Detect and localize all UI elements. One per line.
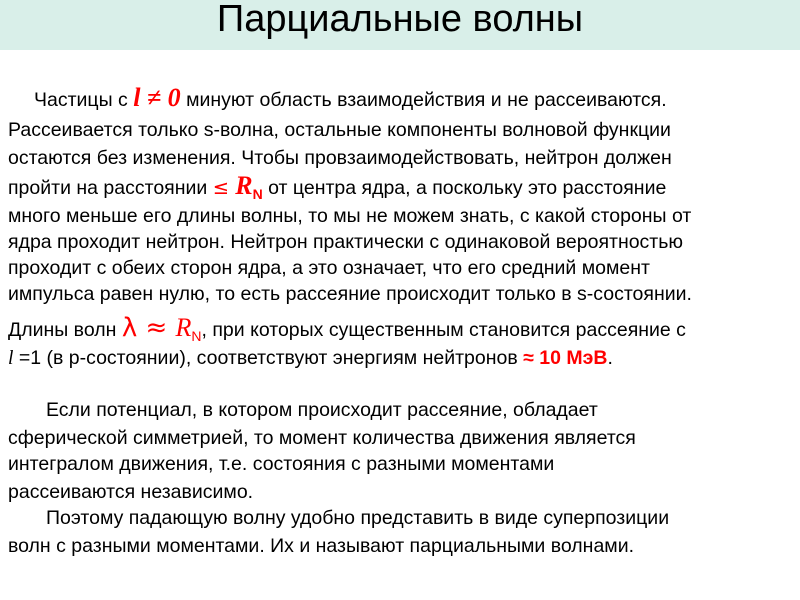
paragraph-2-line-2 [8,346,613,371]
paragraph-3-line-3: интегралом движения, т.е. состояния с разными моментами [8,453,555,475]
l-not-zero-formula: l ≠ 0 [133,83,181,112]
text-segment: . [607,347,613,369]
paragraph-1-line-5: много меньше его длины волны, то мы не можем знать, с какой стороны от [8,205,692,227]
l-symbol: l [8,348,14,369]
energy-value: ≈ 10 МэВ [523,347,608,369]
paragraph-3-line-4: рассеиваются независимо. [8,481,254,503]
lambda-approx-formula: λ ≈ [121,313,176,343]
title-bar [0,0,800,50]
text-segment: от центра ядра, а поскольку это расстояние [262,177,667,199]
paragraph-1-line-6: ядра проходит нейтрон. Нейтрон практически с одинаковой вероятностью [8,231,684,253]
paragraph-3-line-2: сферической симметрией, то момент количества движения является [8,427,636,449]
paragraph-1-line-7: проходит с обеих сторон ядра, а это означает, что его средний момент [8,257,650,279]
nuclear-radius-subscript: N [191,328,202,344]
less-equal-symbol: ≤ [212,176,236,199]
paragraph-3-line-1: Если потенциал, в котором происходит рассеяние, обладает [46,399,598,421]
paragraph-2-line-1 [8,313,686,344]
paragraph-1-line-2: Рассеивается только s-волна, остальные компоненты волновой функции [8,119,671,141]
text-segment: , при которых существенным становится рассеяние с [201,319,686,341]
text-segment: минуют область взаимодействия и не рассеиваются. [180,89,667,111]
paragraph-1-line-8: импульса равен нулю, то есть рассеяние происходит только в s-состоянии. [8,283,692,305]
paragraph-1-line-1 [34,83,667,112]
page-title: Парциальные волны [216,0,584,40]
paragraph-1-line-4 [8,171,667,202]
nuclear-radius-subscript: N [252,186,263,202]
nuclear-radius-symbol: R [175,313,192,342]
text-segment: пройти на расстоянии [8,177,213,199]
text-segment: Длины волн [8,319,122,341]
paragraph-1-line-3: остаются без изменения. Чтобы провзаимодействовать, нейтрон должен [8,147,672,169]
paragraph-3-line-5: Поэтому падающую волну удобно представить в виде суперпозиции [46,507,670,529]
text-segment: Частицы с [34,89,134,111]
text-segment: =1 (в p-состоянии), соответствуют энергиям нейтронов [13,347,524,369]
paragraph-3-line-6: волн с разными моментами. Их и называют парциальными волнами. [8,535,634,557]
nuclear-radius-symbol: R [235,171,253,200]
